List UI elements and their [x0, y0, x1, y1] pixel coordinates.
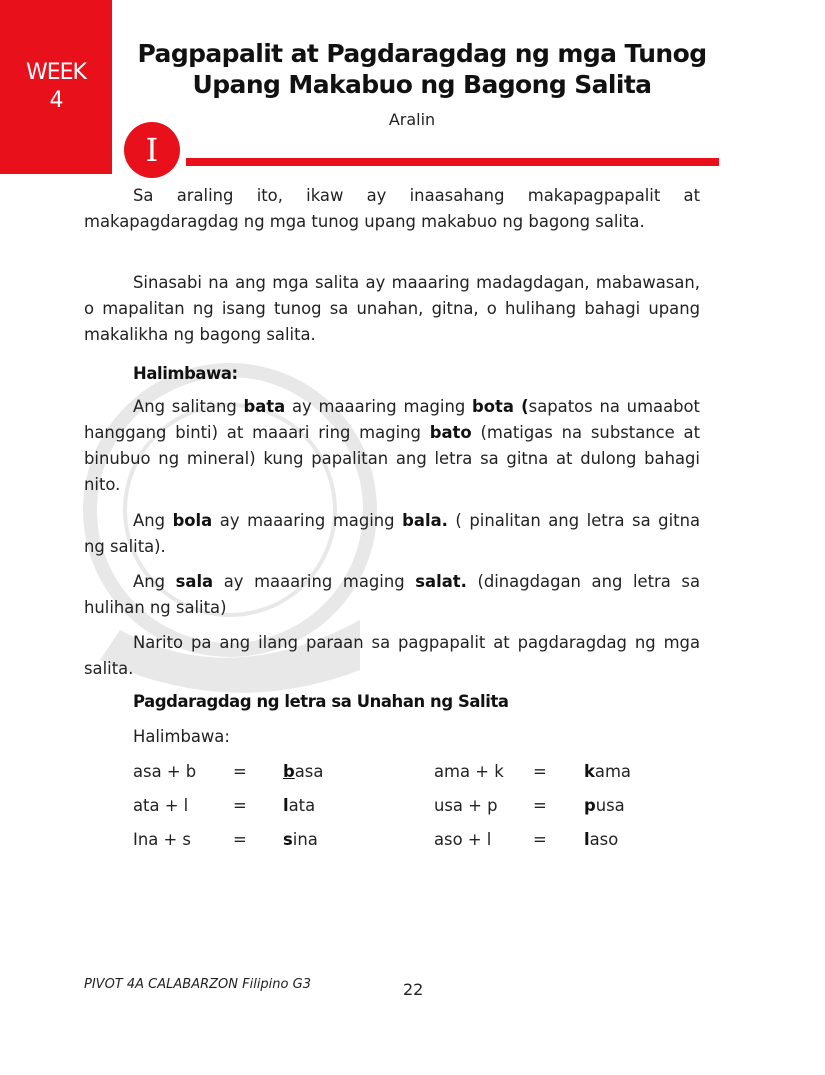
left-result-rest: asa: [294, 762, 324, 781]
right-equals: =: [533, 796, 547, 815]
example-row: [0, 830, 825, 856]
example-3-text-b: ay maaaring maging: [213, 572, 416, 591]
explanation-paragraph: Sinasabi na ang mga salita ay maaaring madagdagan, mabawasan, o mapalitan ng isang tunog sa unahan, gitna, o hulihang bahagi upang makalikha ng bagong salita.: [84, 273, 700, 344]
example-2-word-bola: bola: [172, 511, 213, 530]
example-1-text-c: sapatos na umaabot hanggang binti) at maaari ring maging: [84, 397, 700, 442]
example-3-text-a: Ang: [133, 572, 176, 591]
right-expression: aso + l: [434, 830, 492, 849]
example-3-paragraph: [84, 569, 700, 621]
week-number: 4: [49, 88, 63, 113]
right-result-rest: aso: [589, 830, 619, 849]
section-example-label: Halimbawa:: [133, 727, 230, 746]
example-1-word-bota: bota (: [472, 397, 529, 416]
example-2-word-bala: bala.: [402, 511, 448, 530]
example-heading: Halimbawa:: [133, 364, 238, 383]
example-1-word-bato: bato: [429, 423, 472, 442]
example-1-paragraph: [84, 394, 700, 498]
title-line-2: Upang Makabuo ng Bagong Salita: [192, 70, 652, 99]
left-expression: asa + b: [133, 762, 197, 781]
left-added-letter: s: [283, 830, 293, 849]
week-badge: [0, 0, 112, 174]
right-expression: ama + k: [434, 762, 504, 781]
example-1-text-d: (matigas na substance at binubuo ng mineral) kung papalitan ang letra sa gitna at dulong bahagi nito.: [84, 423, 700, 494]
left-equals: =: [233, 762, 247, 781]
example-1-word-bata: bata: [243, 397, 286, 416]
right-equals: =: [533, 762, 547, 781]
example-1-text-b: ay maaaring maging: [285, 397, 473, 416]
left-result-rest: ina: [292, 830, 318, 849]
example-2-text-c: ( pinalitan ang letra sa gitna ng salita).: [84, 511, 701, 556]
left-result: [283, 830, 318, 849]
left-added-letter: b: [283, 762, 295, 781]
page-subtitle: Aralin: [388, 110, 436, 129]
page-number: 22: [403, 980, 424, 999]
right-result-rest: ama: [594, 762, 631, 781]
example-2-text-a: Ang: [133, 511, 173, 530]
title-line-1: Pagpapalit at Pagdaragdag ng mga Tunog: [137, 39, 707, 68]
week-label: WEEK: [26, 60, 86, 85]
right-added-letter: l: [584, 830, 590, 849]
right-added-letter: k: [584, 762, 595, 781]
right-result-rest: usa: [595, 796, 625, 815]
right-result: [584, 796, 625, 815]
footer-source: PIVOT 4A CALABARZON Filipino G3: [84, 977, 311, 992]
left-result-rest: ata: [288, 796, 316, 815]
left-equals: =: [233, 796, 247, 815]
example-2-paragraph: [84, 508, 700, 560]
left-equals: =: [233, 830, 247, 849]
example-3-text-c: (dinagdagan ang letra sa hulihan ng salita): [84, 572, 701, 617]
right-result: [584, 830, 618, 849]
right-expression: usa + p: [434, 796, 498, 815]
left-expression: Ina + s: [133, 830, 191, 849]
section-heading: Pagdaragdag ng letra sa Unahan ng Salita: [133, 692, 509, 711]
left-result: [283, 762, 323, 781]
example-2-text-b: ay maaaring maging: [212, 511, 403, 530]
intro-paragraph: Sa araling ito, ikaw ay inaasahang makapagpapalit at makapagdaragdag ng mga tunog upang makabuo ng bagong salita.: [84, 186, 700, 231]
more-paragraph: Narito pa ang ilang paraan sa pagpapalit at pagdaragdag ng mga salita.: [84, 633, 700, 678]
header-divider: [186, 158, 719, 166]
section-badge: I: [124, 122, 180, 178]
example-row: [0, 796, 825, 822]
right-added-letter: p: [584, 796, 596, 815]
left-added-letter: l: [283, 796, 289, 815]
example-1-text-a: Ang salitang: [133, 397, 244, 416]
example-3-word-sala: sala: [175, 572, 214, 591]
example-3-word-salat: salat.: [415, 572, 467, 591]
left-result: [283, 796, 315, 815]
page-title: [112, 38, 732, 100]
right-result: [584, 762, 631, 781]
right-equals: =: [533, 830, 547, 849]
example-row: [0, 762, 825, 788]
left-expression: ata + l: [133, 796, 189, 815]
